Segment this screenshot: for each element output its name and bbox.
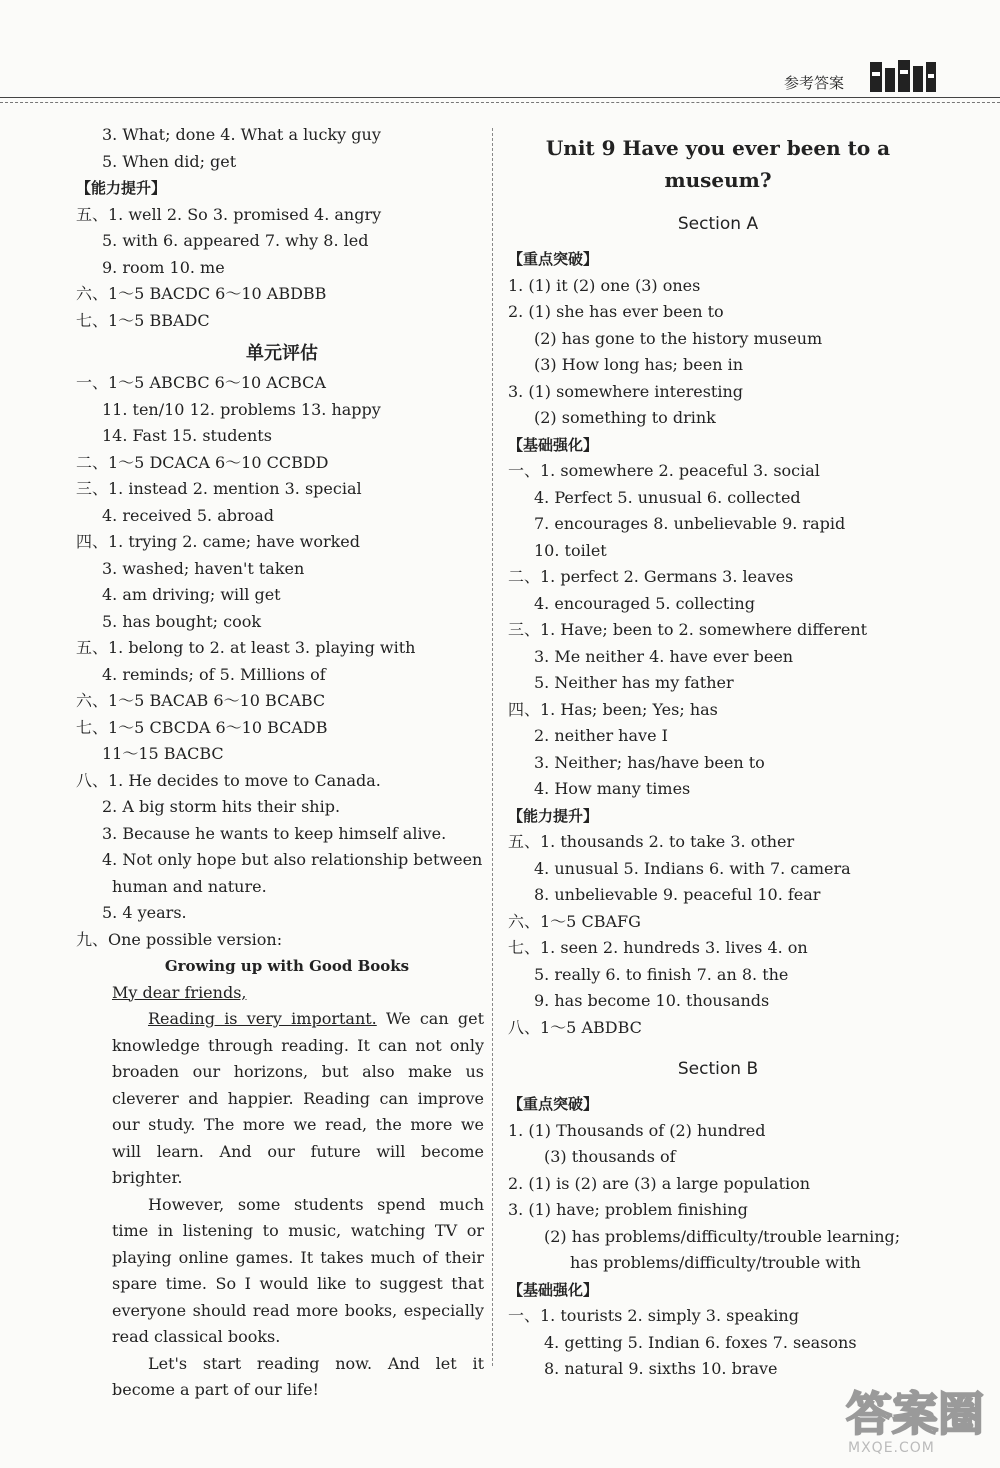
section-heading: 【基础强化】 [508,435,599,454]
essay-title: Growing up with Good Books [164,957,410,975]
answer-line: 1. (1) Thousands of (2) hundred [508,1120,766,1140]
answer-line: 5. really 6. to finish 7. an 8. the [534,964,789,984]
essay-paragraph: However, some students spend much time in listening to music, watching TV or playing online games. It takes much of their spare time. So I would like to suggest that everyone should read more books, especially read classical books. [112,1194,484,1346]
watermark-url: MXQE.COM [848,1440,935,1456]
answer-line: 六、1～5 BACDC 6～10 ABDBB [76,284,327,303]
answer-line: 8. natural 9. sixths 10. brave [544,1359,778,1378]
answer-line: 五、1. well 2. So 3. promised 4. angry [76,204,382,224]
answer-line: has problems/difficulty/trouble with [570,1253,861,1272]
answer-line: 3. washed; haven't taken [102,558,305,578]
section-heading: 【重点突破】 [508,250,599,268]
answer-line: 2. A big storm hits their ship. [102,797,341,816]
page-header [0,0,1000,110]
answer-line: 二、1～5 DCACA 6～10 CCBDD [76,452,329,472]
section-heading: 【能力提升】 [508,806,599,825]
answer-line: 六、1～5 CBAFG [508,911,641,931]
answer-line: 七、1. seen 2. hundreds 3. lives 4. on [508,938,808,957]
right-column [508,122,928,1383]
answer-line: human and nature. [112,876,267,896]
essay-topic-sentence: Reading is very important. [148,1009,377,1028]
answer-line: 4. received 5. abroad [102,505,275,525]
answer-line: 二、1. perfect 2. Germans 3. leaves [508,567,794,586]
answer-line: 5. 4 years. [102,903,187,922]
answer-line: 3. Me neither 4. have ever been [534,646,794,666]
answer-line: 4. Not only hope but also relationship between [102,850,483,869]
left-column [76,122,488,1404]
answer-line: 3. (1) have; problem finishing [508,1200,748,1219]
answer-line: 4. How many times [534,779,691,798]
answer-line: 11～15 BACBC [102,744,224,763]
answer-line: 四、1. trying 2. came; have worked [76,532,361,551]
answer-line: 八、1～5 ABDBC [508,1017,642,1037]
answer-line: 五、1. belong to 2. at least 3. playing with [76,638,416,657]
answer-line: (2) something to drink [534,408,716,427]
answer-line: 10. toilet [534,540,607,560]
answer-line: 4. getting 5. Indian 6. foxes 7. seasons [544,1332,857,1352]
answer-line: 2. neither have I [534,726,668,745]
answer-line: 四、1. Has; been; Yes; has [508,699,718,719]
answer-line: 3. (1) somewhere interesting [508,381,743,401]
answer-line: 七、1～5 BBADC [76,310,210,330]
section-heading: 【重点突破】 [508,1095,599,1113]
answer-line: 七、1～5 CBCDA 6～10 BCADB [76,717,328,737]
answer-line: 三、1. instead 2. mention 3. special [76,479,362,498]
answer-line: (2) has problems/difficulty/trouble learning; [544,1226,901,1246]
answer-line: 5. with 6. appeared 7. why 8. led [102,231,369,250]
unit-title: Unit 9 Have you ever been to a [545,136,891,160]
header-label: 参考答案 [784,74,845,92]
answer-line: 9. has become 10. thousands [534,991,770,1010]
answer-line: 5. When did; get [102,151,237,171]
answer-line: 六、1～5 BACAB 6～10 BCABC [76,691,326,710]
answer-line: 3. Because he wants to keep himself alive. [102,823,447,843]
answer-line: 2. (1) is (2) are (3) a large population [508,1173,811,1193]
answer-line: 4. reminds; of 5. Millions of [102,664,326,684]
answer-line: 三、1. Have; been to 2. somewhere different [508,620,868,639]
section-b-title: Section B [677,1059,759,1079]
answer-line: 3. Neither; has/have been to [534,752,765,772]
unit-title-cont: museum? [664,168,772,192]
answer-line: 一、1. tourists 2. simply 3. speaking [508,1306,799,1325]
answer-line: 4. unusual 5. Indians 6. with 7. camera [534,858,851,878]
header-decoration-icon [868,58,938,96]
answer-line: 3. What; done 4. What a lucky guy [102,125,381,144]
answer-line: 一、1. somewhere 2. peaceful 3. social [508,461,820,480]
answer-line: 八、1. He decides to move to Canada. [76,770,381,790]
section-a-title: Section A [677,214,759,234]
answer-line: 14. Fast 15. students [102,426,272,445]
answer-line: 5. has bought; cook [102,611,262,631]
svg-text:答案圈: 答案圈 [846,1387,984,1441]
answer-line: 4. Perfect 5. unusual 6. collected [534,487,801,507]
column-divider [492,128,493,1366]
answer-line: (2) has gone to the history museum [534,328,823,348]
answer-line: 5. Neither has my father [534,673,734,692]
section-heading: 【基础强化】 [508,1280,599,1299]
answer-line: (3) thousands of [544,1147,676,1166]
answer-line: 2. (1) she has ever been to [508,302,724,321]
unit-evaluation-title: 单元评估 [246,343,318,364]
essay-greeting: My dear friends, [112,982,247,1002]
section-heading: 【能力提升】 [76,179,167,197]
answer-line: 4. encouraged 5. collecting [534,593,755,613]
essay-paragraph: Reading is very important. We can get knowledge through reading. It can not only broaden our horizons, but also make us cleverer and happier. Reading can improve our study. The more we read, the more we will learn. And our future will become brighter. [112,1009,484,1187]
answer-line: 8. unbelievable 9. peaceful 10. fear [534,885,821,904]
answer-line: 11. ten/10 12. problems 13. happy [102,399,381,419]
header-rule [0,97,1000,98]
answer-line: 一、1～5 ABCBC 6～10 ACBCA [76,373,326,392]
answer-line: 9. room 10. me [102,257,225,277]
answer-line: 4. am driving; will get [102,585,281,604]
answer-line: 五、1. thousands 2. to take 3. other [508,832,795,851]
answer-line: 1. (1) it (2) one (3) ones [508,275,701,295]
answer-line: 7. encourages 8. unbelievable 9. rapid [534,514,846,533]
header-rule-dashed [0,102,1000,103]
answer-line: 九、One possible version: [76,929,283,949]
essay-paragraph: Let's start reading now. And let it become a part of our life! [112,1353,484,1399]
answer-line: (3) How long has; been in [534,355,744,374]
